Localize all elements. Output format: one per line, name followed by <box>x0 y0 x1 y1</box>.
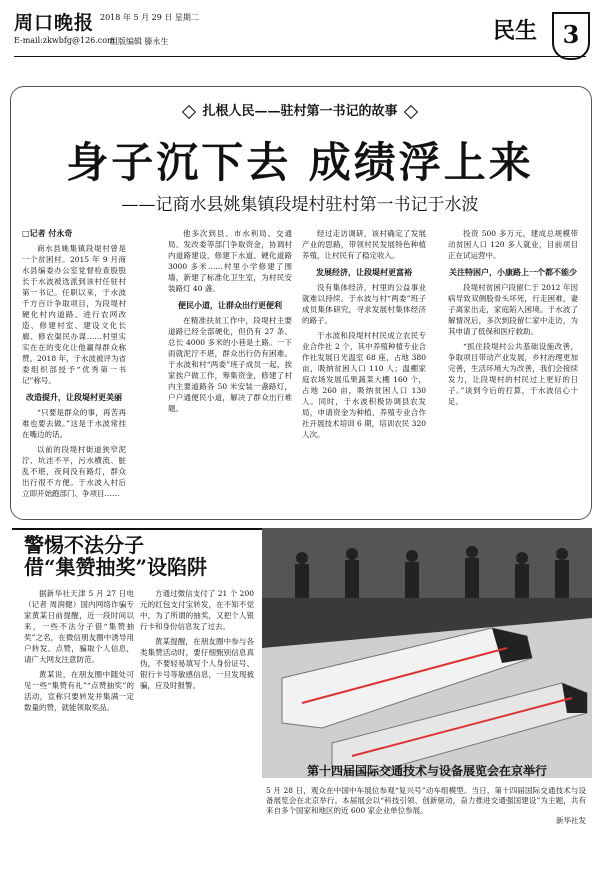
section-title: 民生 <box>492 18 537 44</box>
paragraph: “抓住段堤村公共基础设施改善，争取项目带动产业发展，乡村治理更加完善，生活环境大为改善，我们会接续发力，让段堤村的村民过上更好的日子。”谈到今后的打算，于水波信心十足。 <box>448 342 578 406</box>
paragraph: “只要是群众的事，再苦再难也要去做。”这是于水波常挂在嘴边的话。 <box>22 408 126 439</box>
photo-caption <box>266 786 586 826</box>
paragraph: 于水波和段堤村村民成立农民专业合作社 2 个，其中养殖种植专业合作社发展日光温室 68 座，占地 380 亩，吸纳贫困人口 110 人；温棚家庭农场发展瓜果蔬菜大棚 160 个，占地 260 亩，吸纳贫困人口 130 人。同时，于水波积极协调县农发局，申请资金为种植、养殖专业合作社开展技术培训 6 期，培训农民 320 人次。 <box>302 331 426 439</box>
story-column-4 <box>448 228 578 508</box>
bottom-story-column-2 <box>140 588 254 870</box>
paragraph: 投资 500 多万元，建成总规模带动贫困人口 120 多人就业，目前项目正在试运营中。 <box>448 229 578 260</box>
paragraph: 黄某提醒，在朋友圈中参与各类集赞活动时，要仔细甄别信息真伪，不要轻易填写个人身份证号、银行卡号等敏感信息，一旦发现被骗，应及时报警。 <box>140 637 254 690</box>
story-column-3 <box>302 228 426 508</box>
paragraph: 据新华社天津 5 月 27 日电（记者 周润健）国内网络诈骗专家黄某日前提醒，近一段时间以来，一些不法分子借“集赞抽奖”之名，在微信朋友圈中诱导用户转发、点赞，骗取个人信息，请广大网友注意防范。 <box>24 589 134 664</box>
train-model-photo <box>262 528 592 778</box>
caption-text: 5 月 28 日，观众在中国中车展位参观“复兴号”动车组模型。当日，第十四届国际交通技术与设备展览会在北京举行。本届展会以“科技引领、创新驱动，奋力推进交通强国建设”为主题，共有来自多个国家和地区的近 600 家企业单位参展。 <box>266 786 586 815</box>
subheading: 便民小道，让群众出行更便利 <box>178 300 282 310</box>
paragraph: 以前的段堤村街道狭窄泥泞、坑洼不平，污水横流、脏乱不堪，夜间没有路灯，群众出行很不方便。于水波入村后立即开始跑部门、争项目…… <box>22 445 126 498</box>
story-column-2 <box>168 228 292 508</box>
photo-caption-title: 第十四届国际交通技术与设备展览会在京举行 <box>306 764 547 778</box>
paragraph: 他多次到县、市水利局、交通局、发改委等部门争取资金，协调村内道路建设，修建下水道、硬化道路 3000 多米……村里小学修建了围墙，新建了标准化卫生室，为村民安装路灯 40 盏。 <box>168 229 292 293</box>
photo-credit: 新华社发 <box>556 816 586 825</box>
diamond-icon <box>403 104 417 118</box>
newspaper-logo: 周口晚报 <box>14 12 95 34</box>
subheading: 改造提升，让段堤村更美丽 <box>26 392 122 402</box>
bottom-story-column-1 <box>24 588 134 870</box>
byline: □记者 付永奇 <box>22 228 73 238</box>
paragraph: 黄某说，在朋友圈中随处可见一些“集赞有礼”“点赞抽奖”的活动，宣称只要转发并集满一定数量的赞，就能领取奖品。 <box>24 670 134 712</box>
exhibition-hall <box>262 528 592 598</box>
kicker-text: 扎根人民——驻村第一书记的故事 <box>202 104 398 119</box>
story-headline: 身子沉下去 成绩浮上来 <box>66 138 534 187</box>
paragraph: 方通过微信支付了 21 个 200 元的红包支付宝转发，在不知不觉中，为了所谓的抽奖，又把个人银行卡和身份信息发了过去。 <box>140 589 254 631</box>
bottom-story-headline <box>24 534 254 578</box>
story-kicker <box>24 100 576 119</box>
headline-line-1: 警惕不法分子 <box>24 533 144 557</box>
headline-line-2: 借“集赞抽奖”设陷阱 <box>24 555 208 579</box>
header-rule <box>14 56 586 57</box>
story-column-1 <box>22 228 126 508</box>
paragraph: 商水县姚集镇段堤村曾是一个贫困村。2015 年 9 月商水县编委办公室党督检查股股长于水波被选派到该村任驻村第一书记。任职以来，于水波千方百计争取项目，为段堤村硬化村内道路、进行农网改造、修建村室、建设文化长廊、修农渠民办谋……村里实实在在的变化让他赢得群众称赞。2018 年，于水波被评为省委组织部授予“优秀第一书记”称号。 <box>22 244 126 385</box>
paragraph: 段堤村贫困户段留仁于 2012 年因病导致双侧股骨头坏死，行走困难，妻子离家出走，家庭陷入困境。于水波了解情况后，多次到段留仁家中走访，为其申请了低保和医疗救助。 <box>448 283 578 336</box>
paragraph: 在精准扶贫工作中，段堤村主要道路已经全部硬化，但仍有 27 条、总长 4000 多米的小巷是土路。一下雨就泥泞不堪，群众出行仍有困难。于水波和村“两委”班子成员一起，挨家挨户做工作，筹集资金，修建了村内主要道路各 50 米安装一盏路灯，户户通便民小道，解决了群众出行难题。 <box>168 316 292 413</box>
page-number: 3 <box>552 12 590 60</box>
subheading: 发展经济，让段堤村更富裕 <box>316 267 412 277</box>
paragraph: 经过走访调研，该村确定了发展产业的思路，带领村民发展特色种植养殖，让村民有了稳定收入。 <box>302 229 426 260</box>
issue-date: 2018 年 5 月 29 日 星期二 <box>100 13 199 22</box>
contact-email: E-mail:zkwbfg@126.com <box>14 36 115 45</box>
diamond-icon <box>182 104 196 118</box>
subheading: 关注特困户，小康路上一个都不能少 <box>449 267 577 277</box>
masthead <box>0 0 600 62</box>
story-subhead: ——记商水县姚集镇段堤村驻村第一书记于水波 <box>121 195 479 215</box>
paragraph: 没有集体经济，村里的公益事业就难以持续。于水波与村“两委”班子成员集体研究，寻求发展村集体经济的路子。 <box>302 283 426 325</box>
layout-editor: 组版编辑 滕永生 <box>110 37 169 46</box>
